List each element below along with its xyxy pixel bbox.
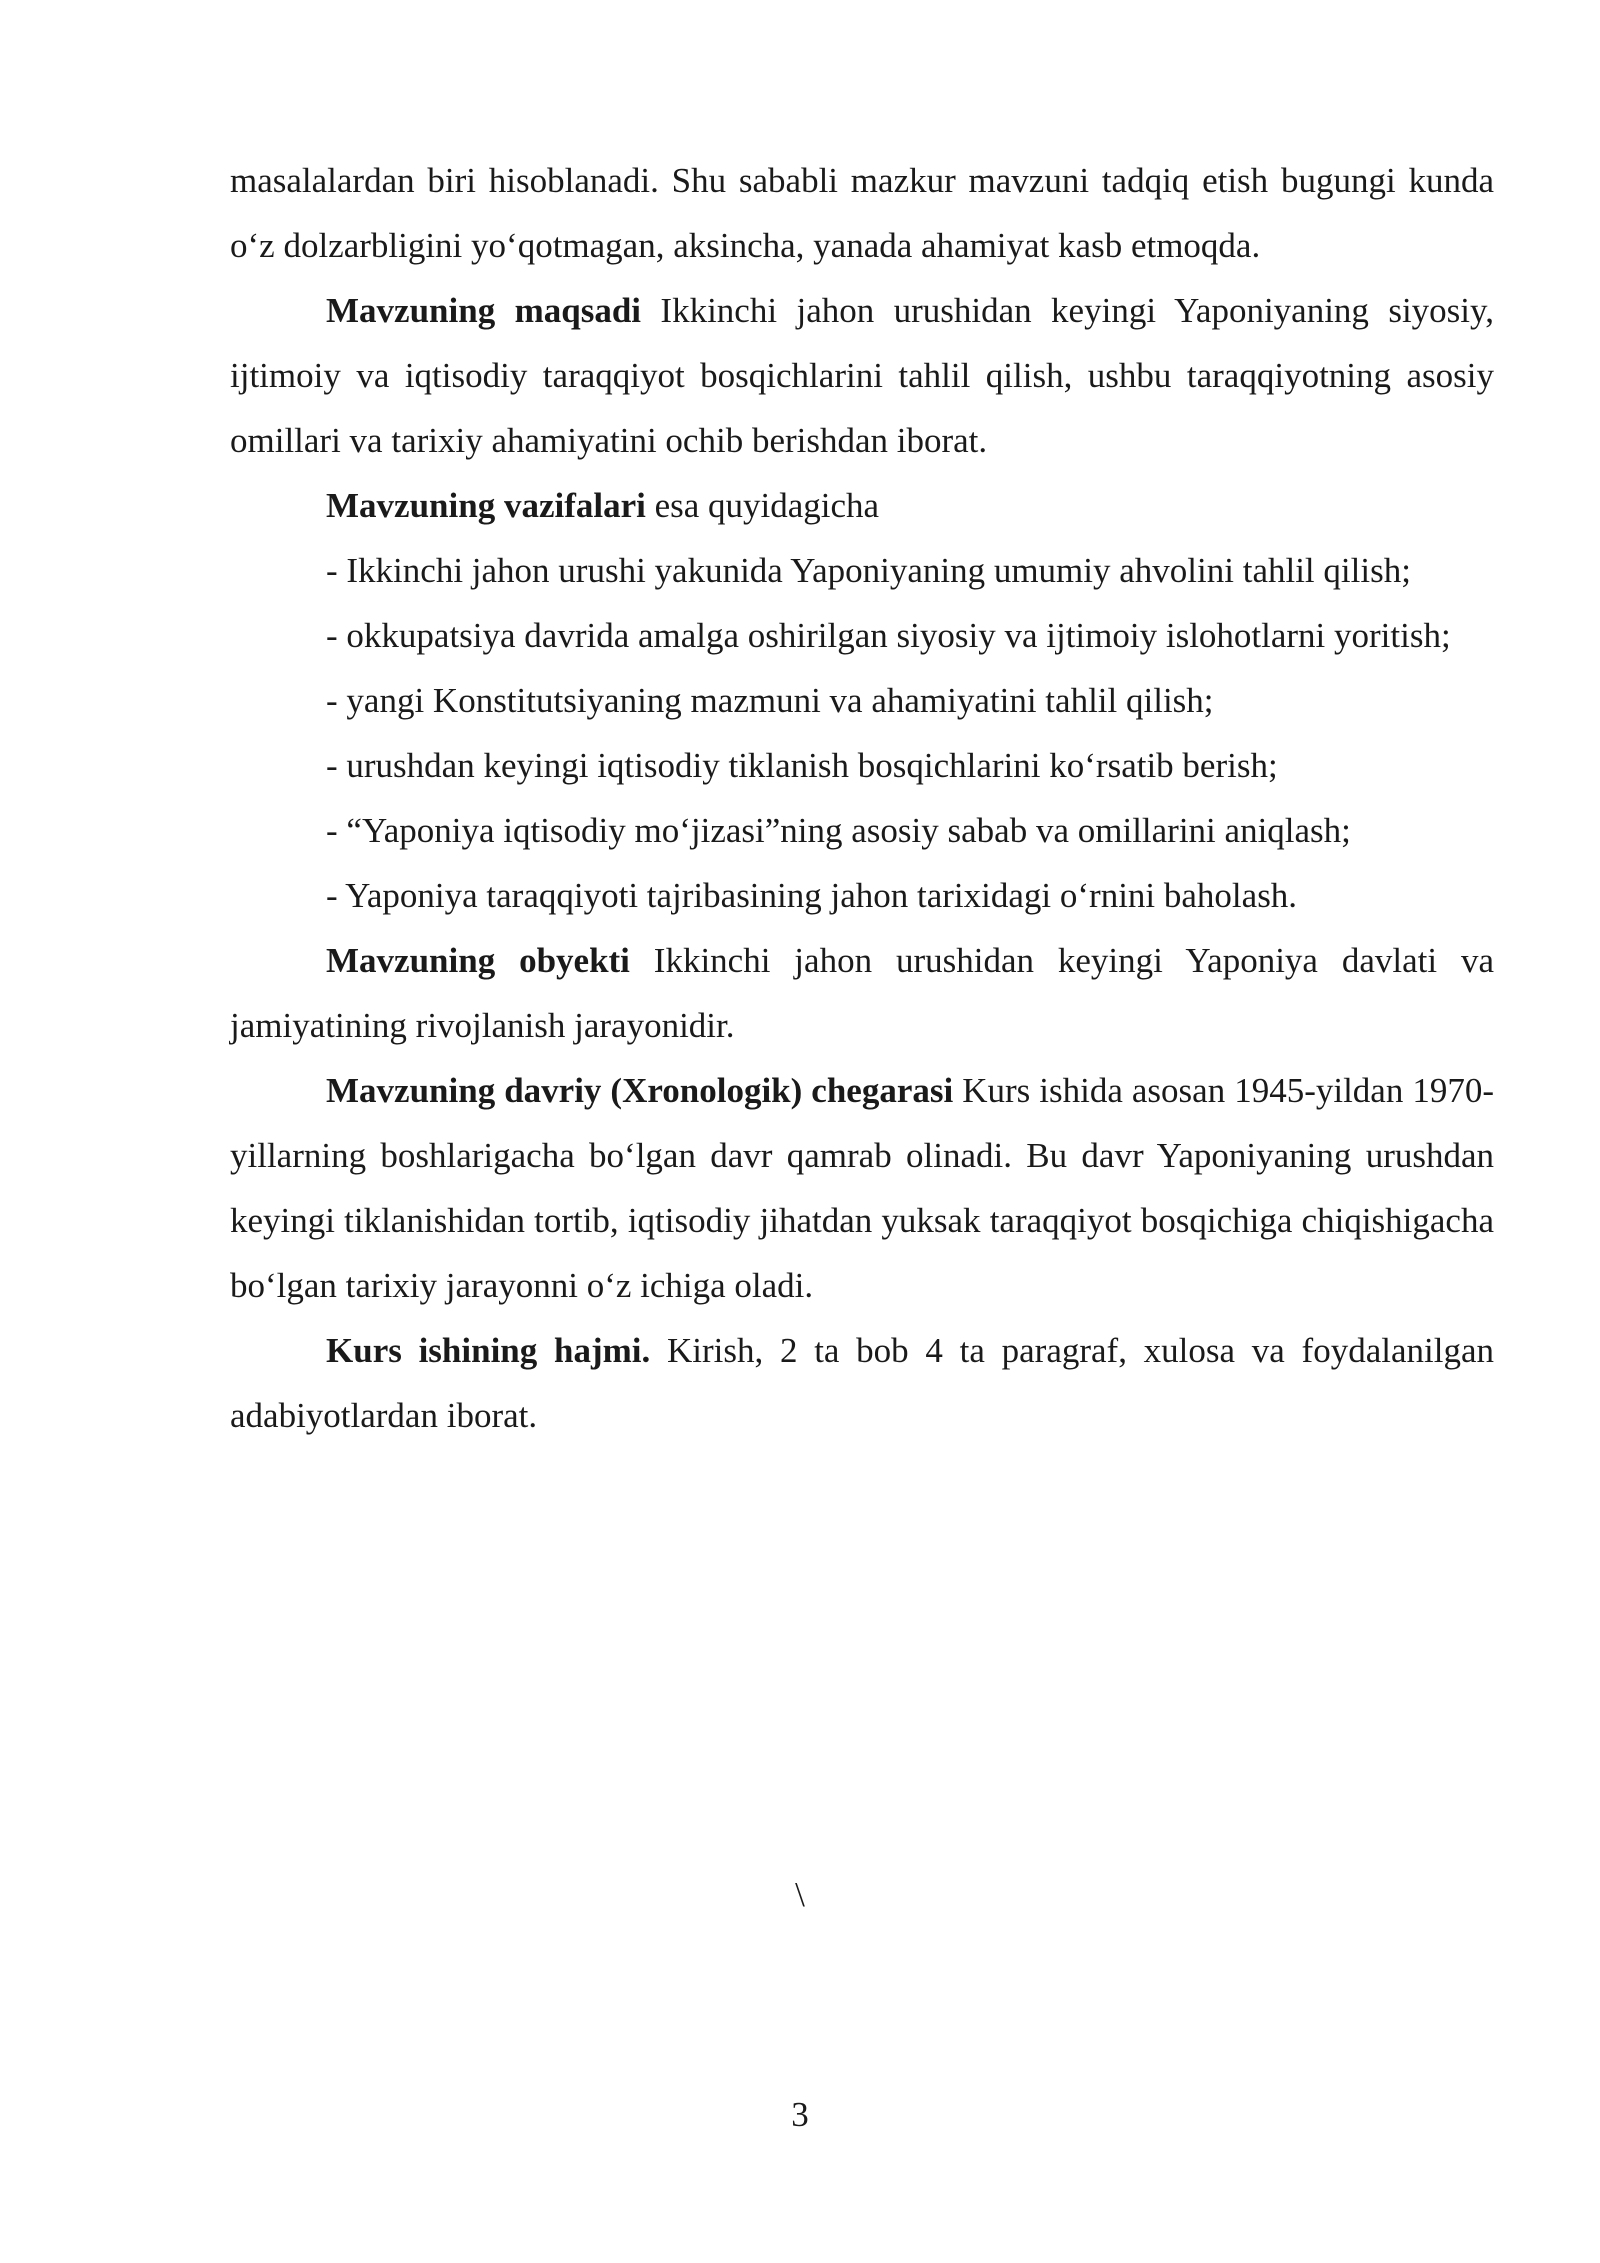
task-item: - yangi Konstitutsiyaning mazmuni va ahamiyatini tahlil qilish;: [326, 681, 1214, 720]
volume-text: Kirish, 2 ta bob 4 ta paragraf, xulosa va foydalanilgan adabiyotlardan iborat.: [230, 1331, 1494, 1435]
task-item: - okkupatsiya davrida amalga oshirilgan siyosiy va ijtimoiy islohotlarni yoritish;: [326, 616, 1451, 655]
page-number: 3: [791, 2095, 809, 2134]
document-body: [230, 148, 1494, 1448]
volume-label: Kurs ishining hajmi.: [326, 1331, 651, 1370]
task-item: - Ikkinchi jahon urushi yakunida Yaponiyaning umumiy ahvolini tahlil qilish;: [326, 551, 1411, 590]
period-text: Kurs ishida asosan 1945-yildan 1970-yillarning boshlarigacha bo‘lgan davr qamrab olinadi. Bu davr Yaponiyaning urushdan keyingi tiklanishidan tortib, iqtisodiy jihatdan yuksak taraqqiyot bosqichiga chiqishigacha bo‘lgan tarixiy jarayonni o‘z ichiga oladi.: [230, 1071, 1494, 1305]
goal-label: Mavzuning maqsadi: [326, 291, 642, 330]
volume-paragraph: [230, 1318, 1494, 1448]
intro-paragraph: masalalardan biri hisoblanadi. Shu sababli mazkur mavzuni tadqiq etish bugungi kunda o‘z dolzarbligini yo‘qotmagan, aksincha, yanada ahamiyat kasb etmoqda.: [230, 161, 1494, 265]
object-text: Ikkinchi jahon urushidan keyingi Yaponiya davlati va jamiyatining rivojlanish jarayonidir.: [230, 941, 1494, 1045]
task-item: - “Yaponiya iqtisodiy mo‘jizasi”ning asosiy sabab va omillarini aniqlash;: [326, 811, 1351, 850]
stray-backslash-mark: \: [795, 1875, 805, 1914]
task-item: - urushdan keyingi iqtisodiy tiklanish bosqichlarini ko‘rsatib berish;: [326, 746, 1278, 785]
tasks-text: esa quyidagicha: [645, 486, 880, 525]
goal-text: Ikkinchi jahon urushidan keyingi Yaponiyaning siyosiy, ijtimoiy va iqtisodiy taraqqiyot bosqichlarini tahlil qilish, ushbu taraqqiyotning asosiy omillari va tarixiy ahamiyatini ochib berishdan iborat.: [230, 291, 1495, 460]
goal-paragraph: [230, 278, 1494, 473]
object-paragraph: [230, 928, 1494, 1058]
task-item: - Yaponiya taraqqiyoti tajribasining jahon tarixidagi o‘rnini baholash.: [326, 876, 1298, 915]
period-paragraph: [230, 1058, 1494, 1318]
tasks-paragraph: [230, 473, 1494, 538]
tasks-label: Mavzuning vazifalari: [326, 486, 646, 525]
period-label: Mavzuning davriy (Xronologik) chegarasi: [326, 1071, 954, 1110]
object-label: Mavzuning obyekti: [326, 941, 630, 980]
